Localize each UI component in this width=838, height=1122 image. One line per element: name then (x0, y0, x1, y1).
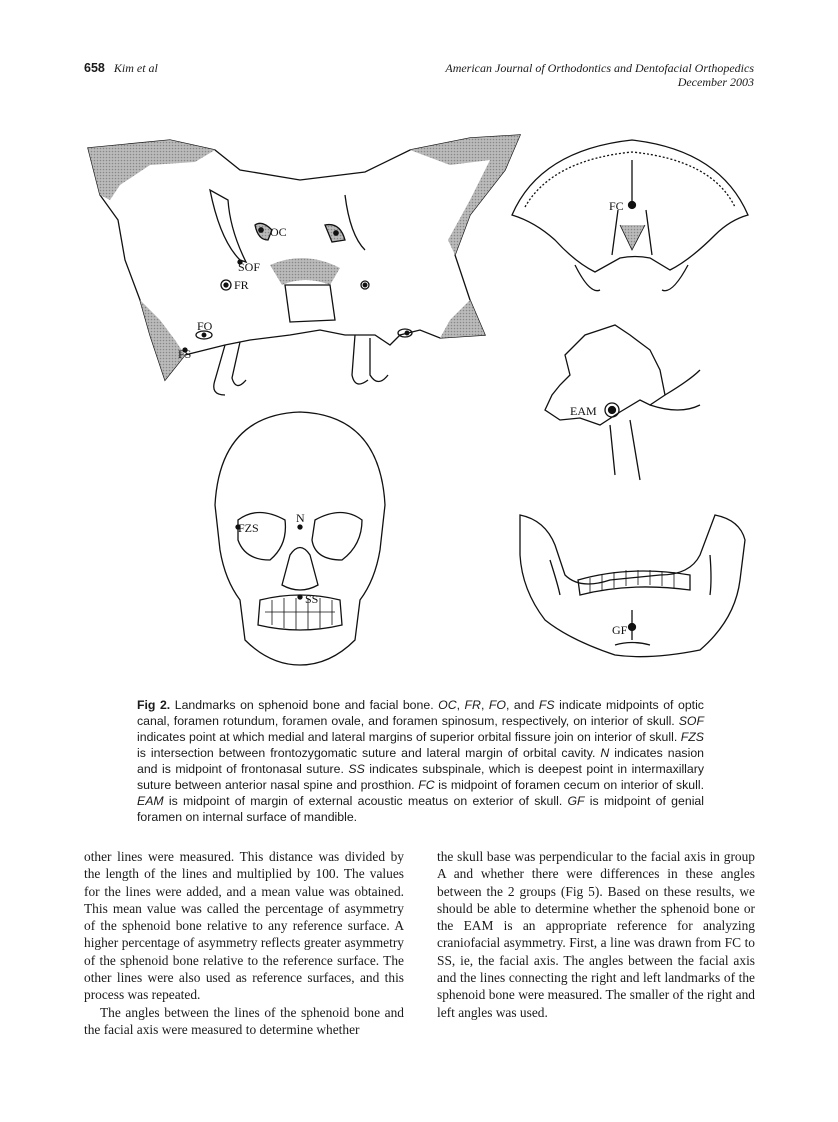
caption-text: Landmarks on sphenoid bone and facial bone. (170, 698, 439, 712)
caption-abbreviation: OC (438, 698, 457, 712)
caption-abbreviation: FZS (680, 730, 704, 744)
issue-date: December 2003 (677, 75, 754, 89)
journal-title: American Journal of Orthodontics and Dentofacial Orthopedics (445, 61, 754, 75)
caption-abbreviation: FR (464, 698, 481, 712)
running-header-right (445, 61, 754, 89)
body-column-right (437, 848, 755, 1021)
body-column-left (84, 848, 404, 1038)
paragraph: other lines were measured. This distance was divided by the length of the lines and multiplied by 100. The values for the lines were added, and a mean value was obtained. This mean value was called the percentage of asymmetry of the sphenoid bone relative to any reference surface. A higher percentage of asymmetry reflects greater asymmetry of the sphenoid bone relative to the reference surface. The other lines were also used as reference surfaces, and this process was repeated. (84, 849, 404, 1003)
temporal-bone-drawing (545, 325, 700, 480)
caption-abbreviation: GF (567, 794, 585, 808)
caption-abbreviation: SS (348, 762, 365, 776)
caption-abbreviation: EAM (137, 794, 164, 808)
caption-text: , and (505, 698, 539, 712)
caption-abbreviation: N (600, 746, 610, 760)
sphenoid-bone-drawing (88, 135, 520, 395)
paragraph: the skull base was perpendicular to the facial axis in group A and whether there were differences in these angles between the 2 groups (Fig 5). Based on these results, we should be able to determine whether the sphenoid bone or the EAM is an appropriate reference for analyzing craniofacial asymmetry. First, a line was drawn from FC to SS, ie, the facial axis. The angles between the facial axis and the lines connecting the right and left landmarks of the sphenoid bone were measured. The smaller of the right and left angles was used. (437, 849, 755, 1020)
label-fzs: FZS (238, 521, 259, 535)
caption-text: indicates subspinale, which is deepest point in intermaxillary suture between anterior nasal spine and prosthion. (137, 762, 704, 792)
caption-text: is intersection between frontozygomatic suture and lateral margin of orbital cavity. (137, 746, 601, 760)
label-gf: GF (612, 623, 628, 637)
skull-frontal-drawing (215, 412, 385, 665)
label-fs: FS (178, 347, 192, 361)
caption-abbreviation: FO (488, 698, 506, 712)
paragraph: The angles between the lines of the sphenoid bone and the facial axis were measured to determine whether (84, 1004, 404, 1037)
caption-abbreviation: SOF (678, 714, 704, 728)
frontal-bone-drawing (512, 140, 748, 291)
caption-text: is midpoint of genial foramen on internal surface of mandible. (137, 794, 704, 824)
caption-text: is midpoint of margin of external acoustic meatus on exterior of skull. (163, 794, 568, 808)
mandible-drawing (520, 515, 745, 657)
caption-text: , (480, 698, 489, 712)
figure-2-landmarks (80, 125, 770, 685)
label-n: N (296, 511, 305, 525)
caption-label: Fig 2. (137, 698, 171, 712)
page-number: 658 (84, 61, 105, 75)
caption-text: indicate midpoints of optic canal, foramen rotundum, foramen ovale, and foramen spinosum, respectively, on interior of skull. (137, 698, 704, 728)
label-eam: EAM (570, 404, 597, 418)
label-sof: SOF (238, 260, 261, 274)
caption-abbreviation: FC (418, 778, 435, 792)
caption-text: , (456, 698, 465, 712)
running-header-left (84, 61, 158, 76)
label-fc: FC (609, 199, 624, 213)
label-oc: OC (270, 225, 287, 239)
label-fr: FR (234, 278, 249, 292)
label-fo: FO (197, 319, 213, 333)
label-ss: SS (305, 592, 319, 606)
caption-text: is midpoint of foramen cecum on interior of skull. (434, 778, 705, 792)
running-authors: Kim et al (113, 61, 158, 75)
caption-text: indicates point at which medial and lateral margins of superior orbital fissure join on interior of skull. (137, 730, 681, 744)
caption-abbreviation: FS (538, 698, 555, 712)
caption-text: indicates nasion and is midpoint of frontonasal suture. (137, 746, 704, 776)
figure-caption (137, 697, 704, 825)
